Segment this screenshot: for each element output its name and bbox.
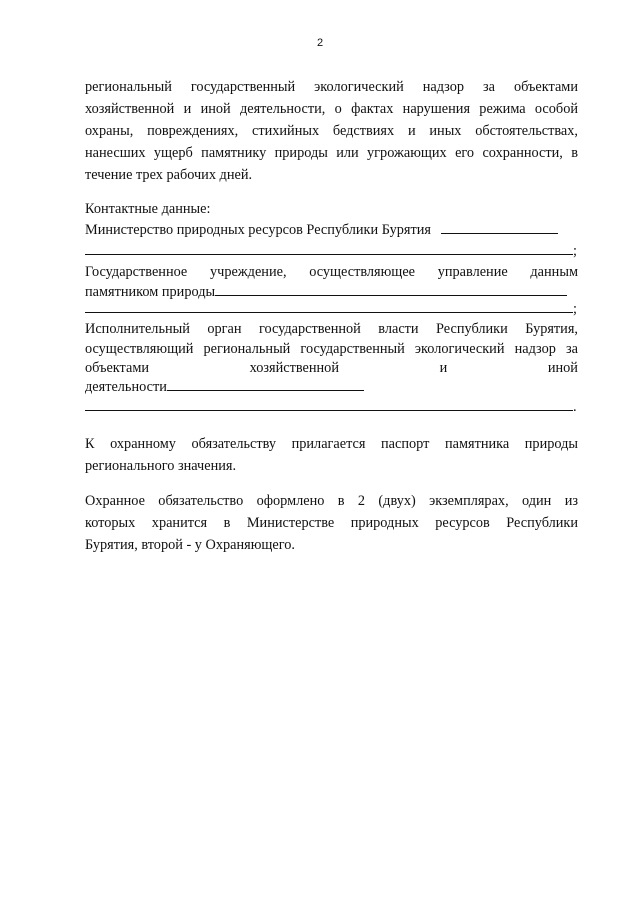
executive-word-3: и	[439, 360, 448, 376]
ministry-label: Министерство природных ресурсов Республики Бурятия	[85, 222, 431, 238]
paragraph-2-line-2: регионального значения.	[85, 458, 237, 474]
executive-continuation-row	[85, 396, 578, 418]
ministry-semicolon: ;	[573, 243, 577, 259]
page-number: 2	[316, 37, 324, 49]
executive-period: .	[573, 399, 577, 415]
institution-label: памятником природы	[85, 284, 216, 300]
executive-row-4	[85, 376, 578, 398]
paragraph-1-line-4: нанесших ущерб памятнику природы или угрожающих его сохранности, в	[85, 145, 578, 161]
institution-blank-line	[215, 281, 567, 296]
institution-semicolon: ;	[573, 301, 577, 317]
institution-continuation-row	[85, 298, 578, 320]
executive-line-1: Исполнительный орган государственной власти Республики Бурятия,	[85, 321, 578, 337]
paragraph-3-line-1: Охранное обязательство оформлено в 2 (двух) экземплярах, один из	[85, 493, 578, 509]
paragraph-1-line-3: охраны, повреждениях, стихийных бедствиях и иных обстоятельствах,	[85, 123, 578, 139]
executive-blank-line	[167, 376, 364, 391]
executive-word-2: хозяйственной	[249, 360, 339, 376]
ministry-blank-line	[441, 219, 558, 234]
executive-word-1: объектами	[85, 360, 150, 376]
executive-label: деятельности	[85, 379, 167, 395]
ministry-blank-line-2	[85, 240, 573, 255]
paragraph-1-line-2: хозяйственной и иной деятельности, о фактах нарушения режима особой	[85, 101, 578, 117]
institution-blank-line-2	[85, 298, 573, 313]
paragraph-2-line-1: К охранному обязательству прилагается паспорт памятника природы	[85, 436, 578, 452]
ministry-continuation-row	[85, 240, 578, 262]
ministry-row	[85, 219, 578, 241]
paragraph-1-line-1: региональный государственный экологический надзор за объектами	[85, 79, 578, 95]
contacts-heading: Контактные данные:	[85, 201, 211, 217]
paragraph-1-line-5: течение трех рабочих дней.	[85, 167, 253, 183]
institution-line-1: Государственное учреждение, осуществляющее управление данным	[85, 264, 578, 280]
paragraph-3-line-3: Бурятия, второй - у Охраняющего.	[85, 537, 295, 553]
executive-blank-line-2	[85, 396, 573, 411]
executive-line-2: осуществляющий региональный государственный экологический надзор за	[85, 341, 578, 357]
executive-word-4: иной	[547, 360, 578, 376]
paragraph-3-line-2: которых хранится в Министерстве природных ресурсов Республики	[85, 515, 578, 531]
